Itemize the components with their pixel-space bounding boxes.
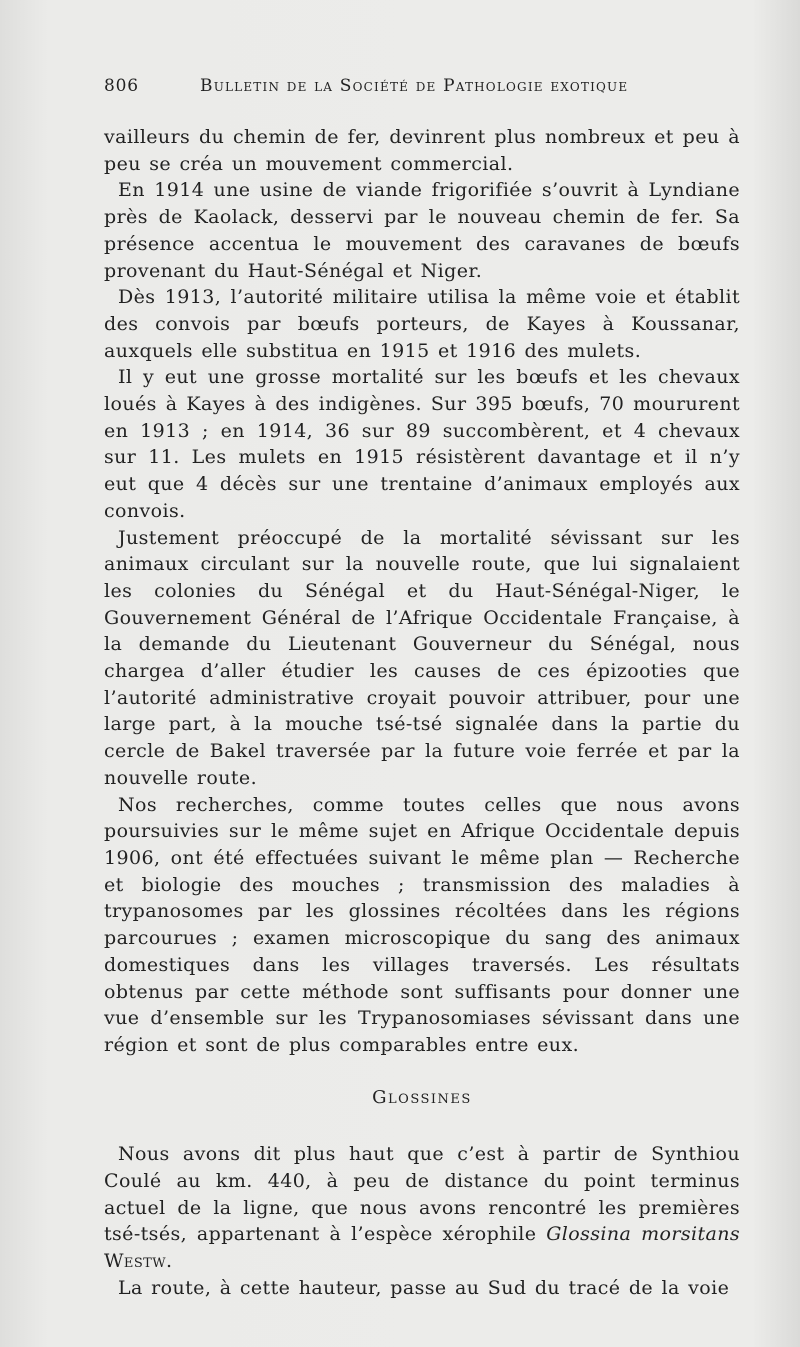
- paragraph-route: La route, à cette hauteur, passe au Sud du tracé de la voie: [118, 1276, 730, 1299]
- running-title: Bulletin de la Société de Pathologie exotique: [200, 76, 629, 96]
- paragraph-convois: Dès 1913, l’autorité militaire utilisa la même voie et établit des convois par bœufs porteurs, de Kayes à Koussanar, auxquels elle substitua en 1915 et 1916 des mulets.: [104, 286, 740, 362]
- section-heading-glossines: Glossines: [372, 1086, 472, 1108]
- species-name: Glossina morsitans: [546, 1223, 740, 1246]
- paragraph-continued: vailleurs du chemin de fer, devinrent plus nombreux et peu à peu se créa un mouvement commercial.: [104, 126, 740, 175]
- paragraph-recherches: Nos recherches, comme toutes celles que nous avons poursuivies sur le même sujet en Afrique Occidentale depuis 1906, ont été effectuées suivant le même plan — Recherche et biologie des mouches ; transmission des maladies à trypanosomes par les glossines récoltées dans les régions parcourues ; examen microscopique du sang des animaux domestiques dans les villages traversés. Les résultats obtenus par cette méthode sont suffisants pour donner une vue d’ensemble sur les Trypanosomiases sévissant dans une région et sont de plus comparables entre eux.: [104, 793, 740, 1056]
- sentence-end: .: [165, 1250, 173, 1273]
- paragraph-glossines: [104, 1141, 740, 1275]
- species-author: Westw: [104, 1250, 166, 1273]
- paragraph-mortalite: Il y eut une grosse mortalité sur les bœufs et les chevaux loués à Kayes à des indigènes. Sur 395 bœufs, 70 moururent en 1913 ; en 1914, 36 sur 89 succombèrent, et 4 chevaux sur 11. Les mulets en 1915 résistèrent davantage et il n’y eut que 4 décès sur une trentaine d’animaux employés aux convois.: [104, 366, 740, 522]
- body-text: [104, 124, 740, 1302]
- paragraph-epizooties: Justement préoccupé de la mortalité sévissant sur les animaux circulant sur la nouvelle route, que lui signalaient les colonies du Sénégal et du Haut-Sénégal-Niger, le Gouvernement Général de l’Afrique Occidentale Française, à la demande du Lieutenant Gouverneur du Sénégal, nous chargea d’aller étudier les causes de ces épizooties que l’autorité administrative croyait pouvoir attribuer, pour une large part, à la mouche tsé-tsé signalée dans la partie du cercle de Bakel traversée par la future voie ferrée et par la nouvelle route.: [104, 526, 740, 789]
- glossines-text: Nous avons dit plus haut que c’est à partir de Synthiou Coulé au km. 440, à peu de distance du point terminus actuel de la ligne, que nous avons rencontré les premières tsé-tsés, appartenant à l’espèce xérophile: [104, 1143, 740, 1246]
- page-number: 806: [104, 76, 139, 96]
- paragraph-lyndiane: En 1914 une usine de viande frigorifiée s’ouvrit à Lyndiane près de Kaolack, desservi par le nouveau chemin de fer. Sa présence accentua le mouvement des caravanes de bœufs provenant du Haut-Sénégal et Niger.: [104, 179, 740, 282]
